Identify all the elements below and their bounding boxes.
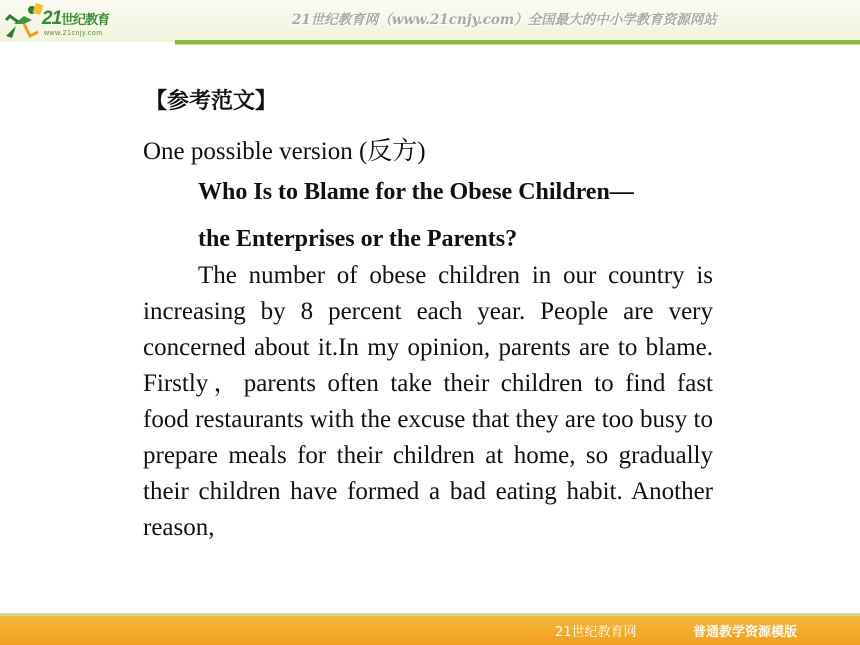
footer-template-name: 普通教学资源模版 [693, 625, 798, 640]
header-divider-light [175, 44, 860, 45]
version-subtitle: One possible version (反方) [143, 138, 426, 165]
runner-icon [2, 2, 46, 42]
site-logo[interactable] [2, 0, 180, 44]
essay-title-line2: the Enterprises or the Parents? [198, 226, 518, 252]
footer-site-name: 21世纪教育网 [555, 625, 637, 640]
section-title: 【参考范文】 [145, 89, 278, 114]
logo-url: www.21cnjy.com [44, 30, 103, 37]
header-banner: 21世纪教育网（www.21cnjy.com）全国最大的中小学教育资源网站 [292, 12, 717, 28]
logo-wordmark: 21世纪教育 [42, 8, 110, 29]
essay-title-line1: Who Is to Blame for the Obese Children— [198, 179, 634, 205]
essay-body: The number of obese children in our country is increasing by 8 percent each year. People are very concerned about it.In my opinion, parents are to blame. Firstly，parents often take their children to find fast food restaurants with the excuse that they are too busy to prepare meals for their children at home, so gradually their children have formed a bad eating habit. Another reason, [143, 262, 713, 541]
